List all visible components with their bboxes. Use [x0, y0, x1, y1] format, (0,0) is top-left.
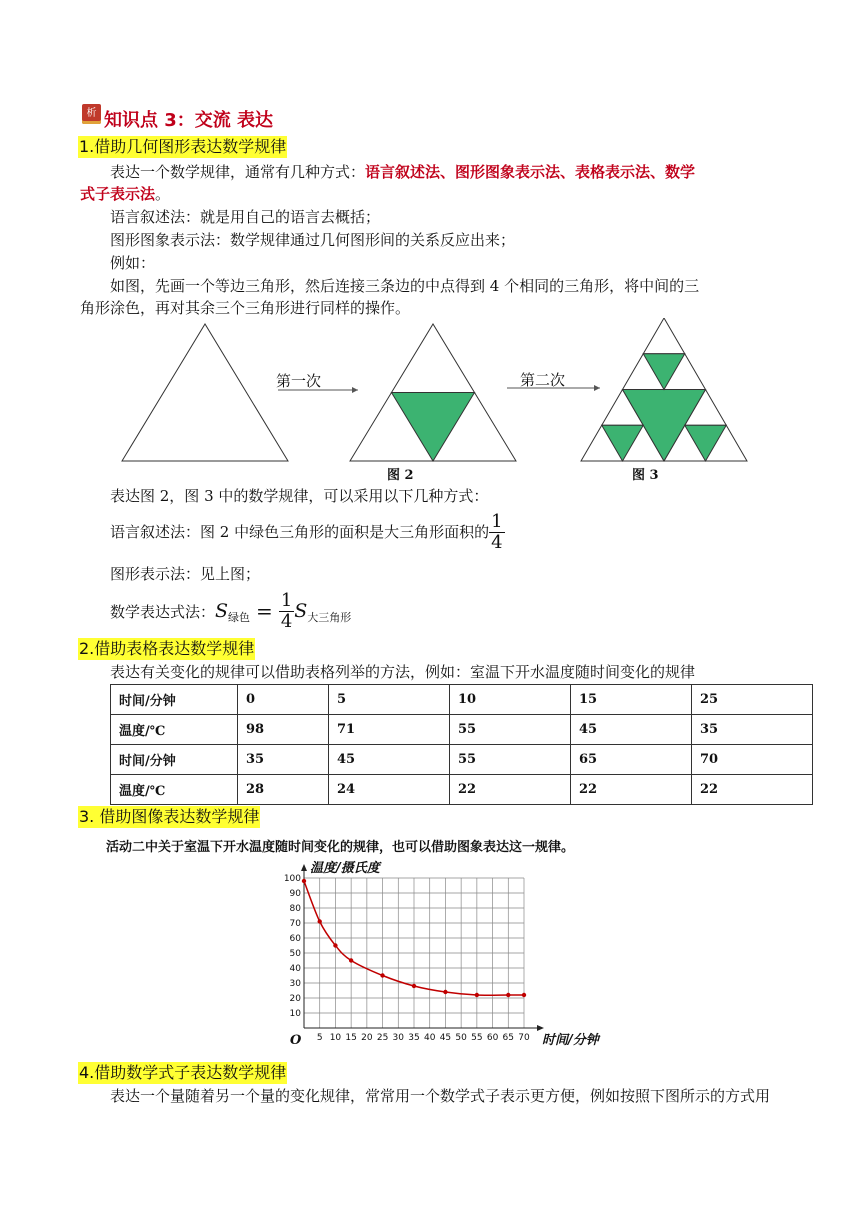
ways-intro: 表达图 2，图 3 中的数学规律，可以采用以下几种方式：	[110, 487, 489, 505]
arrow-1-head	[352, 387, 358, 393]
table-cell: 55	[450, 745, 571, 775]
table-cell: 55	[450, 715, 571, 745]
section-1-intro	[110, 160, 790, 184]
table-cell: 10	[450, 685, 571, 715]
table-row	[111, 685, 813, 715]
y-tick-label: 40	[289, 964, 301, 974]
table-cell: 98	[238, 715, 329, 745]
sierpinski-figure	[110, 318, 760, 488]
data-point	[443, 990, 447, 994]
x-axis-arrow	[537, 1025, 544, 1031]
table-row	[111, 745, 813, 775]
table-row	[111, 775, 813, 805]
table-cell: 22	[571, 775, 692, 805]
fraction-numerator: 1	[491, 510, 503, 532]
table-cell: 0	[238, 685, 329, 715]
figure-2-caption: 图 2	[387, 468, 414, 483]
section-2-heading: 2.借助表格表达数学规律	[79, 639, 255, 658]
methods-highlight-2: 式子表示法	[80, 185, 156, 203]
y-tick-label: 60	[289, 934, 301, 944]
formula-s1: S	[215, 600, 229, 622]
section-1-intro-cont	[80, 182, 760, 206]
section-1-heading: 1.借助几何图形表达数学规律	[79, 137, 287, 156]
table-cell: 45	[329, 745, 450, 775]
table-cell: 15	[571, 685, 692, 715]
x-tick-label: 15	[345, 1033, 357, 1043]
formula-numerator: 1	[280, 589, 293, 611]
x-tick-label: 45	[439, 1033, 452, 1043]
arrow-2-head	[594, 385, 600, 391]
page-title: 知识点 3：交流 表达	[104, 110, 274, 131]
section-3-text: 活动二中关于室温下开水温度随时间变化的规律，也可以借助图象表达这一规律。	[106, 840, 575, 855]
y-tick-label: 50	[289, 949, 301, 959]
x-tick-label: 55	[471, 1033, 483, 1043]
example-label: 例如：	[110, 254, 156, 272]
section-3-heading: 3. 借助图像表达数学规律	[79, 807, 260, 826]
y-tick-label: 80	[289, 904, 301, 914]
table-cell: 24	[329, 775, 450, 805]
table-cell: 温度/℃	[111, 715, 238, 745]
x-tick-label: 65	[502, 1033, 515, 1043]
x-tick-label: 60	[486, 1033, 499, 1043]
table-cell: 28	[238, 775, 329, 805]
graphic-method-text: 图形图象表示法：数学规律通过几何图形间的关系反应出来；	[110, 231, 516, 249]
data-point	[333, 943, 337, 947]
methods-highlight-1: 语言叙述法、图形图象表示法、表格表示法、数学	[365, 163, 696, 181]
table-cell: 71	[329, 715, 450, 745]
table-row	[111, 715, 813, 745]
section-2-text: 表达有关变化的规律可以借助表格列举的方法，例如：室温下开水温度随时间变化的规律	[110, 663, 696, 681]
y-tick-label: 30	[289, 979, 301, 989]
fraction-quarter	[489, 512, 504, 553]
formula-expression	[110, 588, 351, 634]
table-cell: 22	[450, 775, 571, 805]
table-cell: 时间/分钟	[111, 745, 238, 775]
formula-s2: S	[294, 600, 308, 622]
temperature-table	[110, 684, 813, 805]
table-cell: 22	[692, 775, 813, 805]
x-tick-label: 5	[316, 1033, 323, 1043]
table-cell: 35	[238, 745, 329, 775]
fraction-denominator: 4	[491, 531, 503, 553]
triangle-3-green-top	[643, 354, 685, 390]
x-tick-label: 35	[408, 1033, 420, 1043]
data-point	[380, 973, 384, 977]
intro-end: 。	[155, 185, 171, 203]
table-cell: 5	[329, 685, 450, 715]
y-tick-label: 20	[289, 994, 301, 1004]
x-tick-label: 40	[423, 1033, 436, 1043]
triangle-1	[122, 324, 288, 461]
y-axis-label: 温度/摄氏度	[310, 861, 380, 876]
figure-3-caption: 图 3	[632, 468, 659, 483]
formula-fraction	[279, 591, 294, 632]
x-tick-label: 10	[329, 1033, 342, 1043]
x-tick-label: 30	[392, 1033, 405, 1043]
x-tick-label: 70	[518, 1033, 530, 1043]
verbal-method-text: 语言叙述法：就是用自己的语言去概括；	[110, 208, 381, 226]
data-point	[475, 993, 479, 997]
data-point	[302, 879, 306, 883]
analysis-badge-icon: 析	[82, 104, 101, 124]
table-cell: 35	[692, 715, 813, 745]
example-text-1: 如图，先画一个等边三角形，然后连接三条边的中点得到 4 个相同的三角形，将中间的三	[110, 277, 700, 295]
y-tick-label: 10	[289, 1009, 301, 1019]
data-point	[412, 984, 416, 988]
example-text-2: 角形涂色，再对其余三个三角形进行同样的操作。	[80, 299, 411, 317]
y-axis-arrow	[301, 864, 307, 871]
table-cell: 温度/℃	[111, 775, 238, 805]
data-point	[506, 993, 510, 997]
x-tick-label: 25	[376, 1033, 389, 1043]
verbal-expression	[110, 510, 505, 554]
section-4-text: 表达一个量随着另一个量的变化规律，常常用一个数学式子表示更方便，例如按照下图所示的方式用	[110, 1087, 771, 1105]
formula-label: 数学表达式法：	[110, 602, 216, 621]
formula-denominator: 4	[280, 610, 293, 632]
triangle-3-green-left	[602, 425, 644, 461]
formula-sub-green: 绿色	[228, 611, 251, 624]
verbal-expression-text: 语言叙述法：图 2 中绿色三角形的面积是大三角形面积的	[110, 523, 490, 541]
section-4-heading: 4.借助数学式子表达数学规律	[79, 1063, 287, 1082]
triangle-3-green-right	[685, 425, 727, 461]
origin-label: O	[290, 1033, 302, 1048]
table-cell: 25	[692, 685, 813, 715]
y-tick-label: 100	[283, 874, 301, 884]
formula-sub-big: 大三角形	[307, 611, 352, 624]
x-axis-label: 时间/分钟	[542, 1033, 599, 1048]
formula-equals: =	[256, 599, 273, 623]
table-cell: 45	[571, 715, 692, 745]
y-tick-label: 70	[289, 919, 301, 929]
table-cell: 65	[571, 745, 692, 775]
intro-lead: 表达一个数学规律，通常有几种方式：	[110, 163, 366, 181]
data-point	[349, 958, 353, 962]
temperature-chart	[280, 856, 620, 1056]
table-cell: 70	[692, 745, 813, 775]
y-tick-label: 90	[289, 889, 301, 899]
data-point	[522, 993, 526, 997]
table-cell: 时间/分钟	[111, 685, 238, 715]
x-tick-label: 20	[361, 1033, 373, 1043]
step-1-label: 第一次	[276, 372, 322, 390]
graphic-expression: 图形表示法：见上图；	[110, 565, 261, 583]
x-tick-label: 50	[455, 1033, 467, 1043]
step-2-label: 第二次	[520, 371, 566, 389]
data-point	[318, 919, 322, 923]
triangle-2-green	[392, 393, 475, 462]
